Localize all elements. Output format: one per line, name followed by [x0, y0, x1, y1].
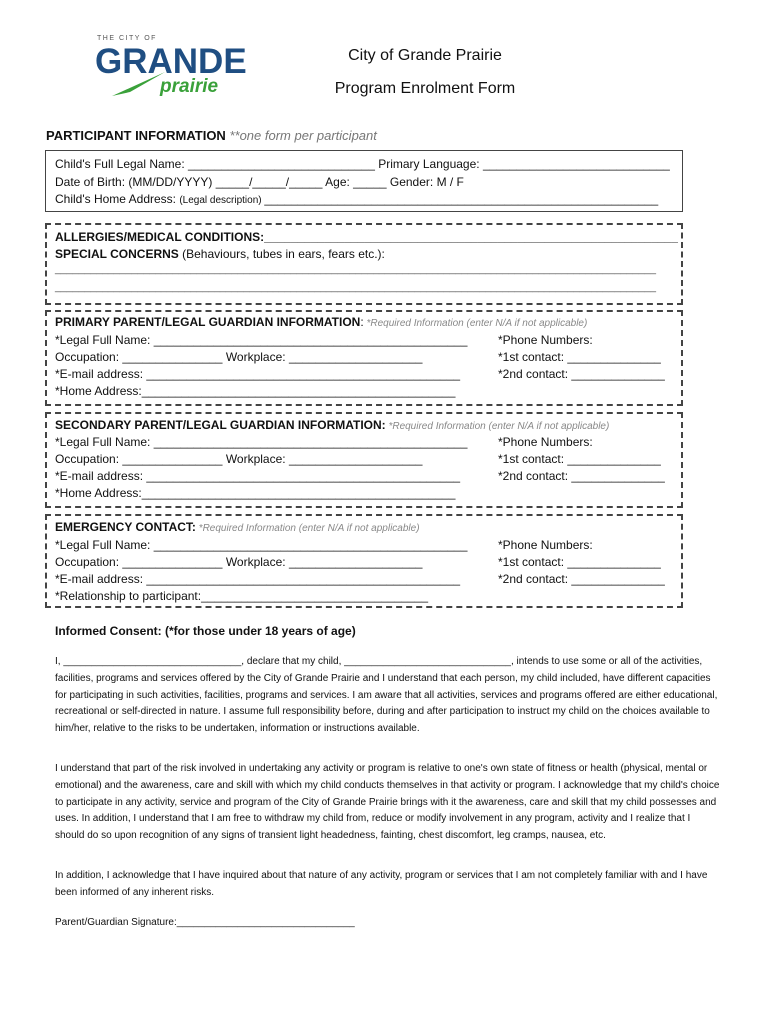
consent-heading: Informed Consent: (*for those under 18 years of age): [55, 624, 356, 638]
secondary-email-line[interactable]: *E-mail address: _______________________________________________: [55, 469, 461, 483]
emergency-email-line[interactable]: *E-mail address: _______________________________________________: [55, 572, 461, 586]
form-org-title: City of Grande Prairie: [348, 47, 502, 64]
signature-line[interactable]: Parent/Guardian Signature:________________________________: [55, 917, 355, 928]
dob-line[interactable]: Date of Birth: (MM/DD/YYYY) _____/_____/_____ Age: _____ Gender: M / F: [55, 175, 464, 189]
logo-grande: GRANDE: [95, 42, 247, 81]
secondary-name-line[interactable]: *Legal Full Name: _______________________________________________: [55, 435, 468, 449]
allergies-line[interactable]: ALLERGIES/MEDICAL CONDITIONS:______________________________________________________________: [55, 230, 678, 244]
emergency-occupation-line[interactable]: Occupation: _______________ Workplace: ____________________: [55, 555, 423, 569]
secondary-phone-label: *Phone Numbers:: [498, 435, 593, 449]
consent-paragraph-2: I understand that part of the risk involved in undertaking any activity or program is relative to one's own state of fitness or health (physical, mental or emotional) and the awareness, care and skill with which my child conducts themselves in that activity or program. I acknowledge that my child's choice to participate in any activity, service and program of the City of Grande Prairie brings with it the awareness, care and skill that my child possesses and uses. In addition, I understand that I am free to withdraw my child from, reduce or modify involvement in any program, activity and I realize that I should do so upon recognition of any signs of transient light headedness, fainting, chest discomfort, leg cramps, nausea, etc.: [55, 763, 720, 842]
primary-phone-label: *Phone Numbers:: [498, 333, 593, 347]
emergency-relationship-line[interactable]: *Relationship to participant:__________________________________: [55, 589, 428, 603]
logo-prairie: prairie: [160, 76, 219, 97]
emergency-phone-label: *Phone Numbers:: [498, 538, 593, 552]
special-concerns-blank-2[interactable]: ______________________________________________________________________________________________________: [55, 281, 656, 293]
logo-city-of: THE CITY OF: [97, 35, 157, 42]
special-concerns-blank-1[interactable]: ______________________________________________________________________________________________________: [55, 263, 656, 275]
primary-occupation-line[interactable]: Occupation: _______________ Workplace: ____________________: [55, 350, 423, 364]
special-concerns-line: SPECIAL CONCERNS (Behaviours, tubes in ears, fears etc.):: [55, 247, 385, 261]
secondary-second-contact[interactable]: *2nd contact: ______________: [498, 469, 665, 483]
emergency-name-line[interactable]: *Legal Full Name: _______________________________________________: [55, 538, 468, 552]
primary-name-line[interactable]: *Legal Full Name: _______________________________________________: [55, 333, 468, 347]
secondary-parent-heading: SECONDARY PARENT/LEGAL GUARDIAN INFORMATION: *Required Information (enter N/A if not applicable): [55, 418, 610, 432]
primary-address-line[interactable]: *Home Address:_______________________________________________: [55, 384, 456, 398]
consent-paragraph-1: I, ________________________________, declare that my child, ______________________________, intends to use some or all of the activities, facilities, programs and services offered by the City of Grande Prairie and I understand that each person, my child included, have different capacities for participating in such activities, facilities, programs and services. I am aware that all activities, services and programs offered are either educational, recreational or self-directed in nature. I assume full responsibility before, during and after participation to instruct my child on the choices available to him/her, relative to the risks to be undertaken, information or instructions available.: [55, 656, 718, 735]
emergency-first-contact[interactable]: *1st contact: ______________: [498, 555, 661, 569]
form-title: Program Enrolment Form: [334, 80, 516, 97]
secondary-address-line[interactable]: *Home Address:_______________________________________________: [55, 486, 456, 500]
consent-paragraph-3: In addition, I acknowledge that I have inquired about that nature of any activity, program or services that I am not completely familiar with and I have been informed of any inherent risks.: [55, 870, 708, 898]
primary-parent-heading: PRIMARY PARENT/LEGAL GUARDIAN INFORMATION: *Required Information (enter N/A if not applicable): [55, 315, 588, 329]
secondary-first-contact[interactable]: *1st contact: ______________: [498, 452, 661, 466]
primary-second-contact[interactable]: *2nd contact: ______________: [498, 367, 665, 381]
secondary-occupation-line[interactable]: Occupation: _______________ Workplace: ____________________: [55, 452, 423, 466]
emergency-second-contact[interactable]: *2nd contact: ______________: [498, 572, 665, 586]
emergency-heading: EMERGENCY CONTACT: *Required Information (enter N/A if not applicable): [55, 520, 420, 534]
primary-first-contact[interactable]: *1st contact: ______________: [498, 350, 661, 364]
participant-heading: PARTICIPANT INFORMATION **one form per participant: [46, 128, 377, 143]
primary-email-line[interactable]: *E-mail address: _______________________________________________: [55, 367, 461, 381]
participant-note: **one form per participant: [229, 128, 377, 143]
child-name-line[interactable]: Child's Full Legal Name: ____________________________ Primary Language: ____________________________: [55, 157, 670, 171]
home-address-line[interactable]: Child's Home Address: (Legal description) ___________________________________________________________: [55, 192, 659, 206]
